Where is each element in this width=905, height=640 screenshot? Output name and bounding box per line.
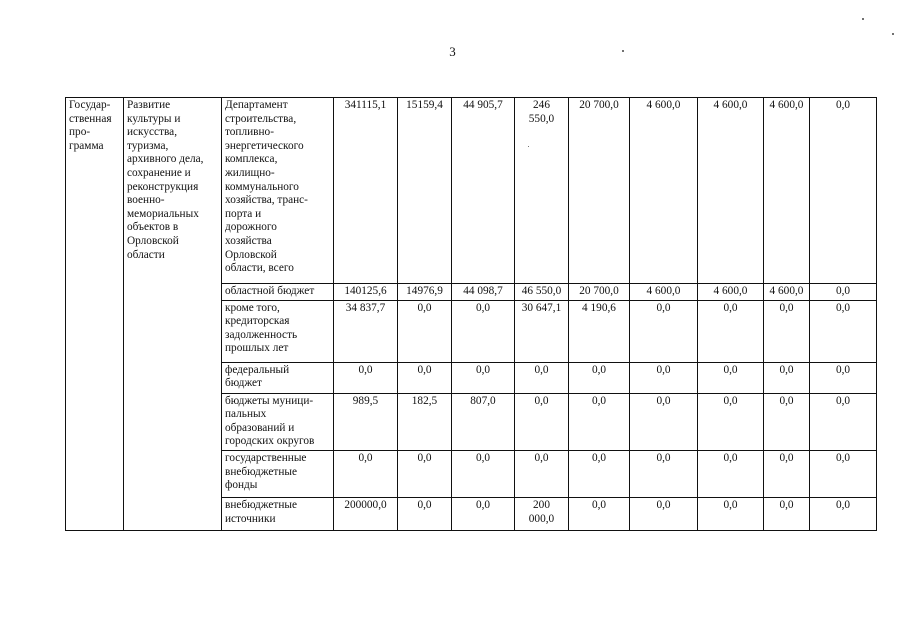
value-cell: 0,0 bbox=[334, 362, 398, 393]
value-cell: 0,0 bbox=[764, 300, 810, 362]
value-cell: 0,0 bbox=[569, 497, 630, 530]
value-cell: 0,0 bbox=[515, 450, 569, 497]
value-cell: 0,0 bbox=[452, 450, 515, 497]
value-cell: 0,0 bbox=[452, 362, 515, 393]
scan-speck bbox=[862, 18, 864, 20]
value-cell: 200000,0 bbox=[334, 497, 398, 530]
value-cell: 0,0 bbox=[698, 362, 764, 393]
program-type-cell: Государ- ственная про- грамма bbox=[66, 98, 124, 531]
value-cell: 0,0 bbox=[630, 450, 698, 497]
value-cell: 4 600,0 bbox=[630, 98, 698, 284]
row-label: внебюджетные источники bbox=[222, 497, 334, 530]
value-cell: 0,0 bbox=[810, 284, 877, 301]
scan-speck bbox=[622, 50, 624, 52]
value-cell: 44 098,7 bbox=[452, 284, 515, 301]
value-cell: 0,0 bbox=[698, 497, 764, 530]
value-cell: 140125,6 bbox=[334, 284, 398, 301]
value-cell: 20 700,0 bbox=[569, 284, 630, 301]
value-cell: 4 600,0 bbox=[630, 284, 698, 301]
value-cell: 0,0 bbox=[569, 393, 630, 450]
value-cell: 0,0 bbox=[630, 300, 698, 362]
value-cell: 0,0 bbox=[810, 497, 877, 530]
value-cell: 20 700,0 bbox=[569, 98, 630, 284]
program-name-cell: Развитие культуры и искусства, туризма, архивного дела, сохранение и реконструкция военно- мемориальных объектов в Орловской области bbox=[124, 98, 222, 531]
value-cell: 989,5 bbox=[334, 393, 398, 450]
value-cell: 0,0 bbox=[698, 393, 764, 450]
value-cell: 0,0 bbox=[334, 450, 398, 497]
scan-speck bbox=[892, 33, 894, 35]
value-cell: 0,0 bbox=[398, 362, 452, 393]
value-cell: 0,0 bbox=[630, 497, 698, 530]
value-cell: 4 600,0 bbox=[698, 98, 764, 284]
value-cell: 34 837,7 bbox=[334, 300, 398, 362]
value-cell: 0,0 bbox=[515, 393, 569, 450]
value-cell: 0,0 bbox=[630, 393, 698, 450]
value-cell: 4 190,6 bbox=[569, 300, 630, 362]
value-cell: 0,0 bbox=[764, 450, 810, 497]
value-cell: 0,0 bbox=[810, 362, 877, 393]
value-cell: 246 550,0 bbox=[515, 98, 569, 284]
budget-table bbox=[65, 97, 877, 531]
value-cell: 341115,1 bbox=[334, 98, 398, 284]
value-cell: 0,0 bbox=[764, 362, 810, 393]
row-label: федеральный бюджет bbox=[222, 362, 334, 393]
row-label: бюджеты муници- пальных образований и городских округов bbox=[222, 393, 334, 450]
value-cell: 46 550,0 bbox=[515, 284, 569, 301]
value-cell: 15159,4 bbox=[398, 98, 452, 284]
value-cell: 0,0 bbox=[698, 300, 764, 362]
value-cell: 0,0 bbox=[698, 450, 764, 497]
row-label: областной бюджет bbox=[222, 284, 334, 301]
row-label: Департамент строительства, топливно- энергетического комплекса, жилищно- коммунального хозяйства, транс- порта и дорожного хозяйства Орловской области, всего bbox=[222, 98, 334, 284]
value-cell: 0,0 bbox=[569, 362, 630, 393]
value-cell: 0,0 bbox=[764, 497, 810, 530]
table-row bbox=[66, 98, 877, 284]
value-cell: 4 600,0 bbox=[764, 284, 810, 301]
value-cell: 44 905,7 bbox=[452, 98, 515, 284]
value-cell: 0,0 bbox=[398, 300, 452, 362]
value-cell: 0,0 bbox=[398, 450, 452, 497]
value-cell: 0,0 bbox=[398, 497, 452, 530]
row-label: кроме того, кредиторская задолженность прошлых лет bbox=[222, 300, 334, 362]
value-cell: 200 000,0 bbox=[515, 497, 569, 530]
value-cell: 4 600,0 bbox=[764, 98, 810, 284]
page-number: 3 bbox=[449, 44, 456, 59]
value-cell: 0,0 bbox=[764, 393, 810, 450]
value-cell: 0,0 bbox=[810, 98, 877, 284]
value-cell: 0,0 bbox=[630, 362, 698, 393]
value-cell: 0,0 bbox=[515, 362, 569, 393]
row-label: государственные внебюджетные фонды bbox=[222, 450, 334, 497]
value-cell: 30 647,1 bbox=[515, 300, 569, 362]
value-cell: 0,0 bbox=[569, 450, 630, 497]
value-cell: 0,0 bbox=[810, 300, 877, 362]
value-cell: 4 600,0 bbox=[698, 284, 764, 301]
value-cell: 0,0 bbox=[452, 300, 515, 362]
value-cell: 14976,9 bbox=[398, 284, 452, 301]
value-cell: 807,0 bbox=[452, 393, 515, 450]
value-cell: 0,0 bbox=[452, 497, 515, 530]
value-cell: 0,0 bbox=[810, 393, 877, 450]
value-cell: 182,5 bbox=[398, 393, 452, 450]
value-cell: 0,0 bbox=[810, 450, 877, 497]
